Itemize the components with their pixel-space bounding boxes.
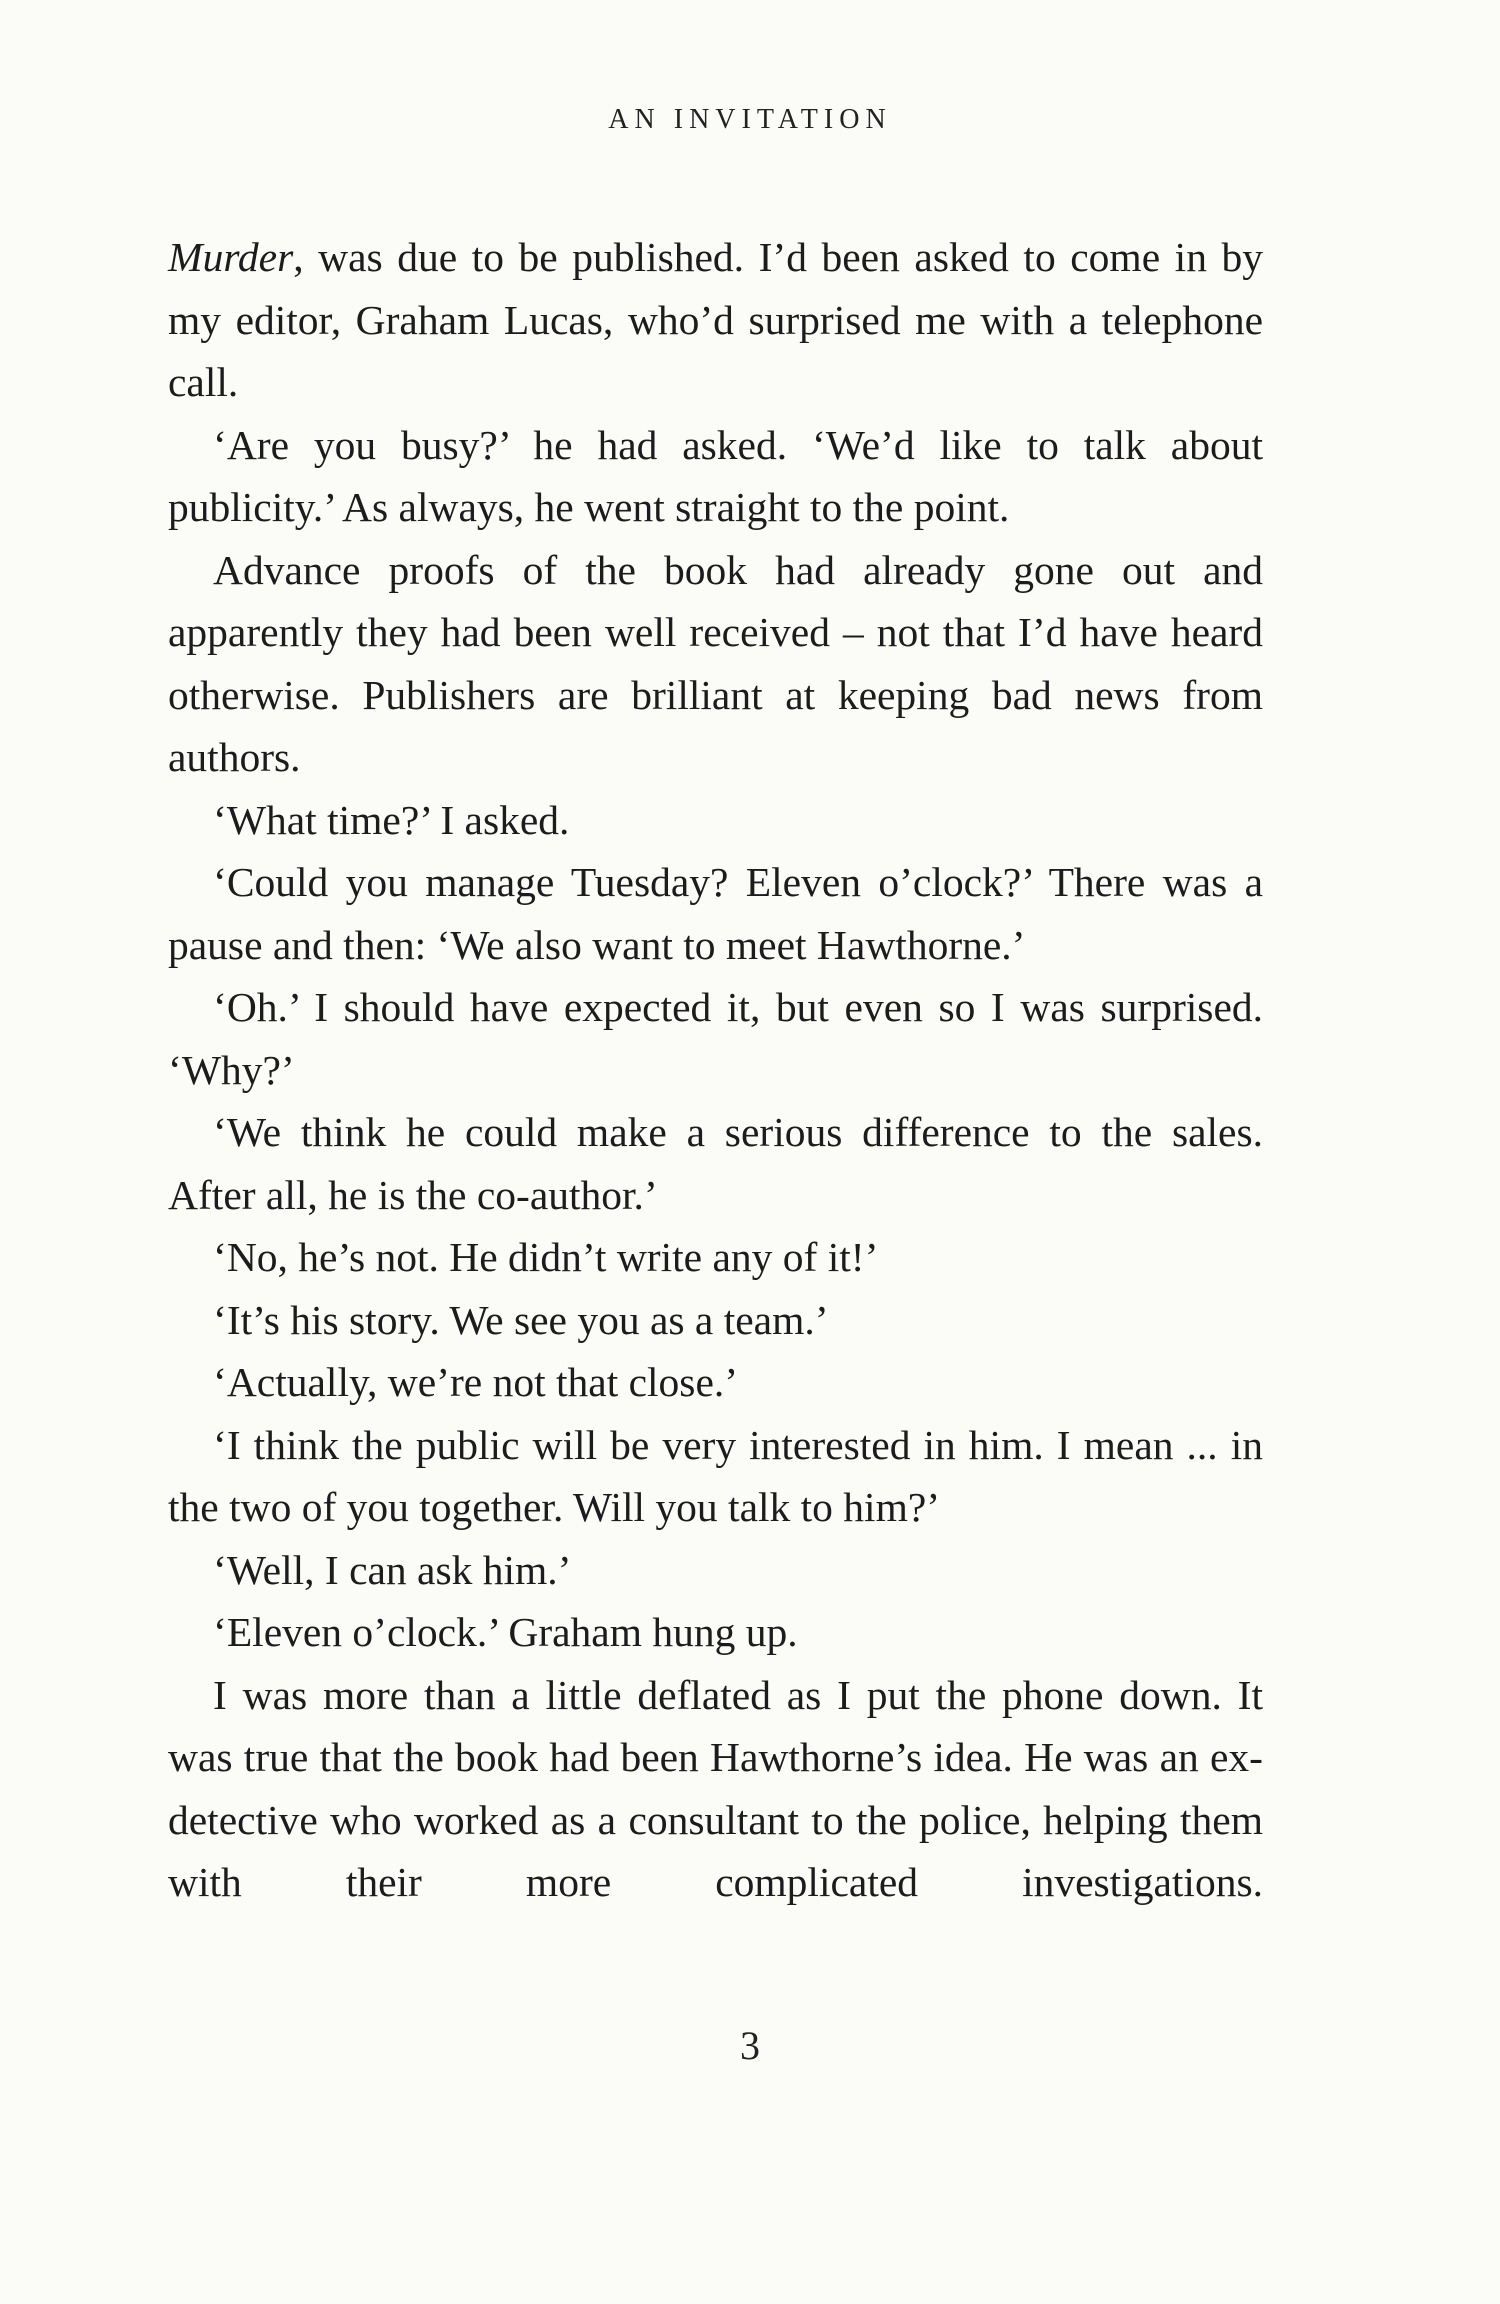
paragraph: ‘Oh.’ I should have expected it, but even so I was surprised. ‘Why?’ — [168, 984, 1263, 1093]
paragraph: ‘Well, I can ask him.’ — [213, 1546, 572, 1593]
paragraph: ‘I think the public will be very interested in him. I mean ... in the two of you together. Will you talk to him?’ — [168, 1421, 1263, 1530]
running-head: AN INVITATION — [608, 104, 892, 135]
paragraph: ‘Could you manage Tuesday? Eleven o’clock?’ There was a pause and then: ‘We also want to meet Hawthorne.’ — [168, 859, 1263, 968]
page-number: 3 — [740, 2023, 760, 2068]
paragraph: ‘No, he’s not. He didn’t write any of it!’ — [213, 1234, 879, 1280]
paragraph: ‘Actually, we’re not that close.’ — [213, 1359, 739, 1405]
body-text — [168, 226, 1263, 1914]
book-title: Murder — [168, 234, 294, 280]
paragraph: ‘It’s his story. We see you as a team.’ — [213, 1296, 829, 1343]
paragraph-text: , was due to be published. I’d been asked to come in by my editor, Graham Lucas, who’d surprised me with a telephone call. — [168, 234, 1263, 405]
paragraph: ‘Eleven o’clock.’ Graham hung up. — [213, 1609, 798, 1655]
paragraph: I was more than a little deflated as I put the phone down. It was true that the book had been Hawthorne’s idea. He was an ex-detective who worked as a consultant to the police, helping them with their more complicated investigations. — [168, 1671, 1263, 1905]
paragraph: Advance proofs of the book had already gone out and apparently they had been well received – not that I’d have heard otherwise. Publishers are brilliant at keeping bad news from authors. — [168, 546, 1263, 780]
paragraph: ‘We think he could make a serious difference to the sales. After all, he is the co-author.’ — [168, 1109, 1263, 1218]
paragraph: ‘Are you busy?’ he had asked. ‘We’d like to talk about publicity.’ As always, he went straight to the point. — [168, 421, 1263, 530]
paragraph — [168, 226, 1263, 414]
paragraph: ‘What time?’ I asked. — [213, 796, 570, 843]
